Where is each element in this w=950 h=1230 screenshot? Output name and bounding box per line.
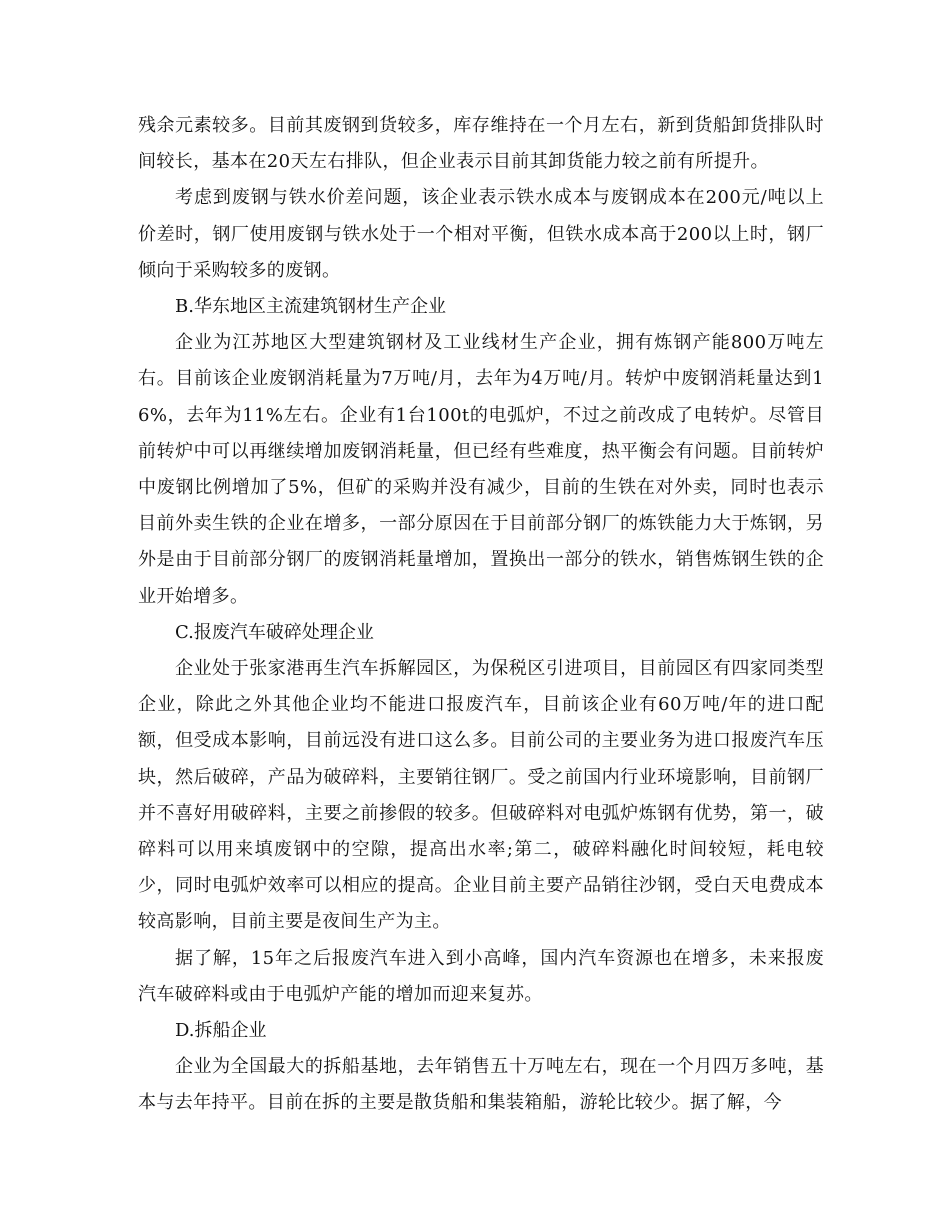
paragraph-east-china-steel: 企业为江苏地区大型建筑钢材及工业线材生产企业，拥有炼钢产能800万吨左右。目前该企业废钢消耗量为7万吨/月，去年为4万吨/月。转炉中废钢消耗量达到16%，去年为11%左右。企业有1台100t的电弧炉，不过之前改成了电转炉。尽管目前转炉中可以再继续增加废钢消耗量，但已经有些难度，热平衡会有问题。目前转炉中废钢比例增加了5%，但矿的采购并没有减少，目前的生铁在对外卖，同时也表示目前外卖生铁的企业在增多，一部分原因在于目前部分钢厂的炼铁能力大于炼钢，另外是由于目前部分钢厂的废钢消耗量增加，置换出一部分的铁水，销售炼钢生铁的企业开始增多。 [138, 332, 824, 607]
paragraph-scrap-car-outlook: 据了解，15年之后报废汽车进入到小高峰，国内汽车资源也在增多，未来报废汽车破碎料或由于电弧炉产能的增加而迎来复苏。 [138, 947, 824, 1005]
paragraph-ship-breaking: 企业为全国最大的拆船基地，去年销售五十万吨左右，现在一个月四万多吨，基本与去年持平。目前在拆的主要是散货船和集装箱船，游轮比较少。据了解，今 [138, 1056, 824, 1114]
section-heading-b: B.华东地区主流建筑钢材生产企业 [175, 296, 446, 318]
paragraph-price-spread: 考虑到废钢与铁水价差问题，该企业表示铁水成本与废钢成本在200元/吨以上价差时，钢厂使用废钢与铁水处于一个相对平衡，但铁水成本高于200以上时，钢厂倾向于采购较多的废钢。 [138, 187, 824, 281]
section-heading-c: C.报废汽车破碎处理企业 [175, 621, 374, 643]
paragraph-residual-elements: 残余元素较多。目前其废钢到货较多，库存维持在一个月左右，新到货船卸货排队时间较长，基本在20天左右排队，但企业表示目前其卸货能力较之前有所提升。 [138, 115, 824, 173]
section-heading-d: D.拆船企业 [175, 1020, 267, 1042]
document-body [138, 108, 824, 1122]
paragraph-car-shredding: 企业处于张家港再生汽车拆解园区，为保税区引进项目，目前园区有四家同类型企业，除此之外其他企业均不能进口报废汽车，目前该企业有60万吨/年的进口配额，但受成本影响，目前远没有进口这么多。目前公司的主要业务为进口报废汽车压块，然后破碎，产品为破碎料，主要销往钢厂。受之前国内行业环境影响，目前钢厂并不喜好用破碎料，主要之前掺假的较多。但破碎料对电弧炉炼钢有优势，第一，破碎料可以用来填废钢中的空隙，提高出水率;第二，破碎料融化时间较短，耗电较少，同时电弧炉效率可以相应的提高。企业目前主要产品销往沙钢，受白天电费成本较高影响，目前主要是夜间生产为主。 [138, 658, 824, 933]
